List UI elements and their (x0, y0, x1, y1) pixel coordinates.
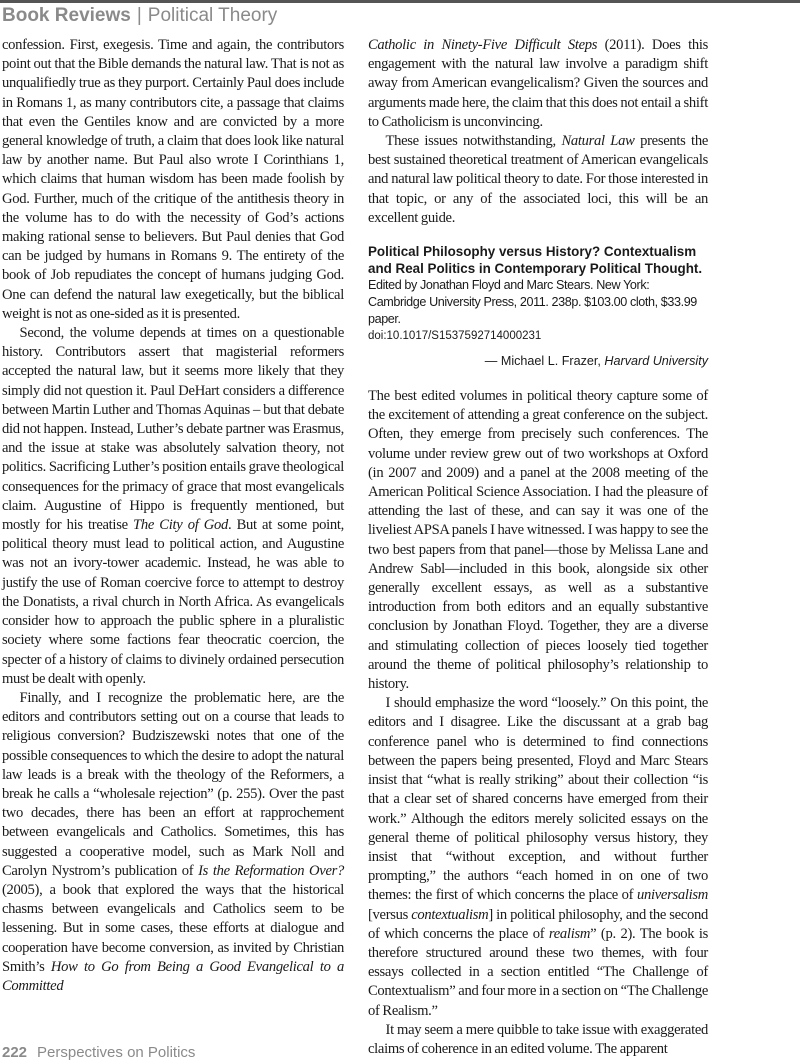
italic-text: Is the Reformation Over? (198, 862, 345, 879)
text-run: Second, the volume depends at times on a questionable history. Contributors assert that magisterial reformers accepted the natural law, but it seems more likely that they simply did not question it. Paul DeHart considers a difference between Martin Luther and Thomas Aquinas – but that debate did not happen. Instead, Luther’s debate partner was Erasmus, and the issue at stake was absolutely salvation theory, not politics. Sacrificing Luther’s position entails grave theological consequences for the primacy of grace that most evangelicals claim. Augustine of Hippo is frequently mentioned, but mostly for his treatise (2, 325, 344, 534)
text-run: ] in political philosophy, and the second of which concerns the place of (368, 906, 708, 942)
left-column (2, 36, 344, 996)
section-label: Book Reviews (2, 5, 131, 26)
italic-text: Catholic in Ninety-Five Difficult Steps (368, 37, 598, 53)
right-column (368, 36, 708, 1059)
italic-text: universalism (637, 887, 708, 904)
paragraph (368, 694, 708, 1020)
text-run: Finally, and I recognize the problematic here, are the editors and contributors setting out on a course that leads to religious conversion? Budziszewski notes that one of the possible consequences to which the desire to adopt the natural law leads is a break with the theology of the Reformers, a break he calls a “wholesale rejection” (p. 255). Over the past two decades, there has been an effort at rapprochement between evangelicals and Catholics. Sometimes, this has suggested a cooperative model, such as Mark Noll and Carolyn Nystrom’s publication of (2, 689, 344, 879)
page-number: 222 (2, 1044, 28, 1061)
running-footer (2, 1044, 195, 1061)
header-separator: | (136, 5, 142, 26)
paragraph (368, 387, 708, 694)
paragraph (368, 1021, 708, 1059)
text-run: (2005), a book that explored the ways that the historical chasms between evangelicals and Catholics seem to be lessening. But in some cases, these efforts at dialogue and cooperation have become conversion, as invited by Christian Smith’s (2, 881, 344, 975)
paragraph (2, 689, 344, 996)
paragraph (2, 36, 344, 324)
text-run: confession. First, exegesis. Time and again, the contributors point out that the Bible demands the natural law. That is not as unqualifiedly true as they purport. Certainly Paul does include in Romans 1, as many contributors cite, a passage that claims that even the Gentiles know and are convicted by a more general knowledge of truth, a claim that does look like natural law by another name. But Paul also wrote I Corinthians 1, which claims that human wisdom has been made foolish by God. Further, much of the critique of the antithesis theory in the volume has to do with the necessity of God’s actions making rational sense to believers. But Paul denies that God can be judged by humans in Romans 9. The entirety of the book of Job repudiates the concept of humans judging God. One can defend the natural law exegetically, but the biblical weight is not as one-sided as it is presented. (2, 37, 344, 322)
reviewer-affiliation: Harvard University (604, 354, 708, 369)
text-run: ” (p. 2). The book is therefore structured around these two themes, with four essays collected in a section entitled “The Challenge of Contextualism” and four more in a section on “The Challenge of Realism.” (368, 925, 708, 1019)
italic-text: How to Go from Being a Good Evangelical to a Committed (2, 958, 344, 994)
reviewer-name: — Michael L. Frazer, (484, 354, 605, 369)
reviewer-byline (368, 353, 708, 369)
paragraph (368, 36, 708, 132)
doi: doi:10.1017/S1537592714000231 (368, 330, 542, 343)
paragraph (368, 132, 708, 228)
text-run: (2011). Does this engagement with the natural law involve a paradigm shift away from American evangelicalism? Given the sources and arguments made here, the claim that this does not entail a shift to Catholicism is unconvincing. (368, 37, 708, 130)
paragraph (2, 324, 344, 689)
text-run: It may seem a mere quibble to take issue with exaggerated claims of coherence in an edited volume. The apparent (368, 1021, 708, 1057)
text-run: presents the best sustained theoretical treatment of American evangelicals and natural law political theory to date. For those interested in that topic, or any of the associated loci, this will be an excellent guide. (368, 133, 708, 226)
text-run: . But at some point, political theory must lead to political action, and Augustine was not an ivory-tower academic. Instead, he was able to justify the use of Roman coercive force to attempt to destroy the Donatists, a rival church in North Africa. As evangelicals consider how to approach the public sphere in a pluralistic society where some factions fear theocratic coercion, the specter of a history of claims to divinely ordained persecution must be dealt with openly. (2, 517, 344, 687)
italic-text: contextualism (411, 906, 489, 923)
book-publication-info: Edited by Jonathan Floyd and Marc Stears. New York: Cambridge University Press, 2011. 238p. $103.00 cloth, $33.99 paper. (368, 278, 697, 327)
text-run: The best edited volumes in political theory capture some of the excitement of attending a great conference on the subject. Often, they emerge from precisely such conferences. The volume under review grew out of two workshops at Oxford (in 2007 and 2009) and a panel at the 2008 meeting of the American Political Science Association. I had the pleasure of attending the last of these, and can say it was one of the liveliest APSA panels I have witnessed. I was happy to see the two best papers from that panel—those by Melissa Lane and Andrew Sabl—included in this book, alongside six other generally excellent essays, as well as a substantive introduction from both editors and an equally substantive conclusion by Jonathan Floyd. Together, they are a diverse and stimulating collection of pieces loosely tied together around the theme of political philosophy’s relationship to history. (368, 388, 708, 693)
running-header (2, 5, 277, 27)
text-run: [versus (368, 906, 412, 923)
review-header (368, 244, 708, 345)
subsection-label: Political Theory (147, 5, 278, 26)
italic-text: The City of God (133, 517, 228, 534)
book-title: Political Philosophy versus History? Contextualism and Real Politics in Contemporary Political Thought. (368, 244, 703, 276)
previous-review-ending (368, 36, 708, 228)
italic-text: Natural Law (561, 133, 635, 150)
header-rule (0, 0, 800, 3)
journal-name: Perspectives on Politics (37, 1044, 196, 1061)
text-run: I should emphasize the word “loosely.” On this point, the editors and I disagree. Like the discussant at a grab bag conference panel who is determined to find connections between the papers being presented, Floyd and Marc Stears insist that “what is really striking” about their collection “is that a clear set of shared concerns have emerged from their work.” Although the editors merely solicited essays on the general theme of political philosophy versus history, they insist that “without exception, and without further prompting,” the authors “each homed in on one of two themes: the first of which concerns the place of (368, 695, 708, 904)
review-body (368, 387, 708, 1059)
text-run: These issues notwithstanding, (385, 133, 562, 150)
italic-text: realism (548, 925, 591, 942)
